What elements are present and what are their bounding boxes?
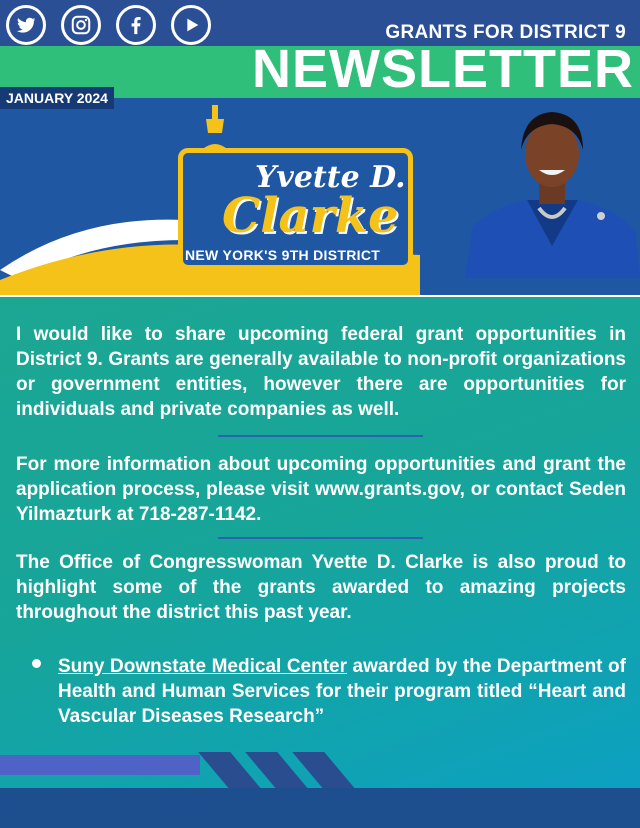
issue-date: JANUARY 2024	[0, 87, 114, 109]
intro-paragraph: I would like to share upcoming federal grant opportunities in District 9. Grants are generally available to non-profit organizations or government entities, however there are opportunities for individuals and private companies as well.	[16, 324, 626, 420]
footer-stripe	[0, 755, 200, 775]
section-divider	[218, 435, 423, 437]
logo-last-name: Clarke	[222, 188, 399, 244]
footer-band	[0, 788, 640, 828]
grant-item	[58, 654, 626, 729]
info-paragraph: For more information about upcoming opportunities and grant the application process, please visit www.grants.gov, or contact Seden Yilmazturk at 718-287-1142.	[16, 454, 626, 525]
bullet-dot	[32, 659, 41, 668]
grant-description: awarded by the Department of Health and Human Services for their program titled “Heart and Vascular Diseases Research”	[58, 656, 626, 727]
header-divider	[0, 295, 640, 297]
congresswoman-portrait	[465, 96, 640, 278]
newsletter-title: NEWSLETTER	[252, 39, 634, 99]
logo-first-name: Yvette D.	[255, 160, 406, 195]
highlight-paragraph: The Office of Congresswoman Yvette D. Clarke is also proud to highlight some of the grants awarded to amazing projects throughout the district this past year.	[16, 552, 626, 623]
grants-title: GRANTS FOR DISTRICT 9	[385, 22, 626, 43]
header-banner	[0, 0, 640, 296]
logo-district: NEW YORK'S 9TH DISTRICT	[185, 247, 381, 263]
grant-recipient-link[interactable]: Suny Downstate Medical Center	[58, 656, 348, 677]
section-divider	[218, 537, 423, 539]
